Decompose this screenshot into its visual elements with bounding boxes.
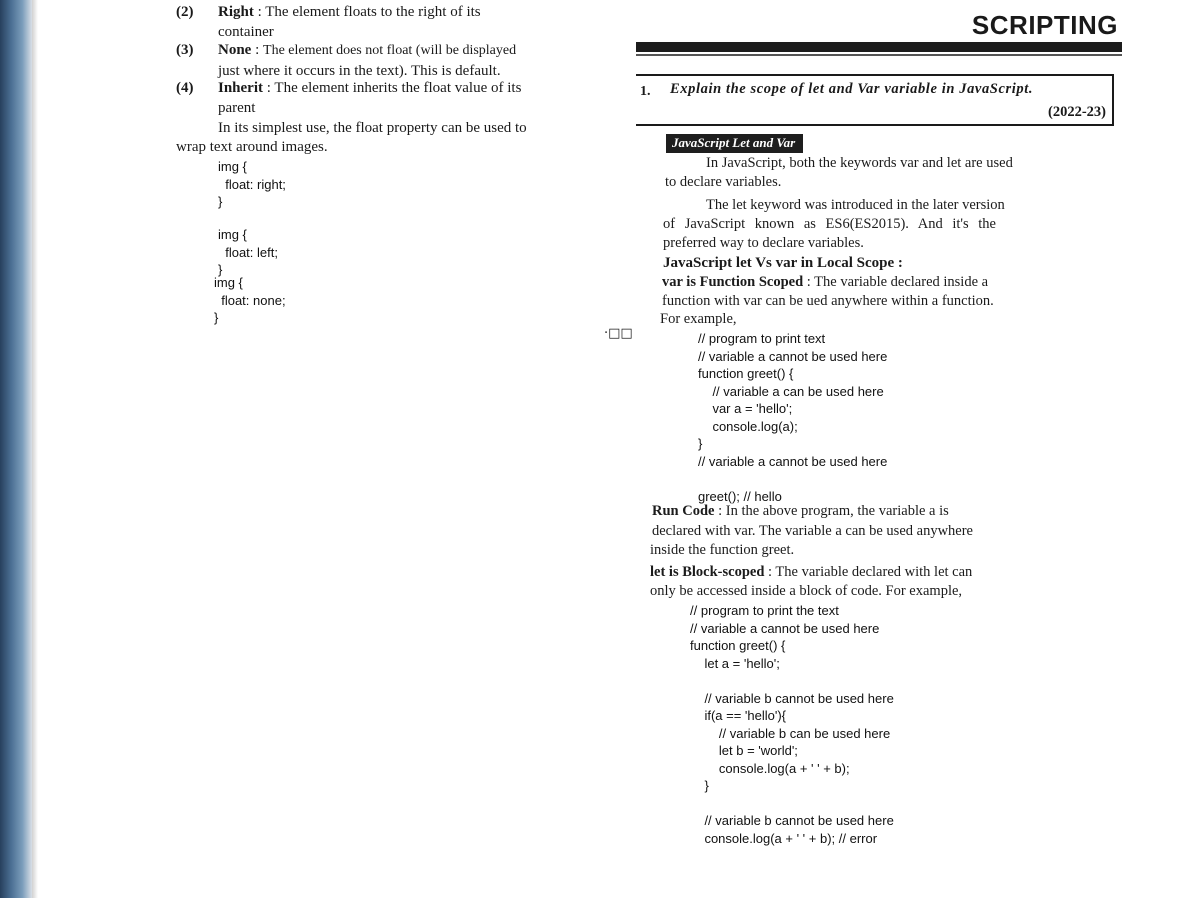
item-term: Right	[218, 4, 254, 20]
item-term: None	[218, 42, 252, 58]
question-number: 1.	[640, 84, 651, 99]
item-text: The element floats to the right of its	[265, 4, 481, 20]
let-scope-line1: let is Block-scoped : The variable declared with let can	[650, 564, 973, 580]
item-number: (2)	[176, 4, 194, 20]
intro-line2: to declare variables.	[665, 174, 782, 190]
item-term: Inherit	[218, 80, 263, 96]
item-text: The element inherits the float value of its	[274, 80, 522, 96]
simple-use-line2: wrap text around images.	[176, 139, 328, 155]
float-option-inherit: (4) Inherit : The element inherits the float value of its parent	[176, 78, 636, 118]
item-text-cont: container	[218, 24, 274, 40]
code-let-example: // program to print the text // variable a cannot be used here function greet() { let a = 'hello'; // variable b cannot be used here if(a == 'hello'){ // variable b can be used here let b = 'world'; console.log(a + ' ' + b); } // variable b cannot be used here console.log(a + ' ' + b); // error	[690, 603, 894, 846]
item-text: The element does not float (will be displayed	[263, 43, 517, 58]
section-tag: JavaScript Let and Var	[666, 134, 803, 153]
question-text: Explain the scope of let and Var variable in JavaScript.	[670, 81, 1034, 97]
code-float-right: img { float: right; }	[218, 159, 286, 209]
run-code-line1: Run Code : In the above program, the variable a is	[652, 503, 949, 519]
var-scope-line2: function with var can be ued anywhere within a function.	[662, 293, 994, 309]
code-float-none: img { float: none; }	[214, 275, 286, 325]
var-scope-line1: var is Function Scoped : The variable declared inside a	[662, 274, 989, 290]
float-option-right: (2) Right : The element floats to the right of its container	[176, 2, 636, 42]
chapter-title: SCRIPTING	[971, 10, 1118, 40]
es6-line2: of JavaScript known as ES6(ES2015). And it's the	[663, 216, 996, 232]
header-rule	[636, 42, 1122, 52]
float-option-none: (3) None : The element does not float (will be displayed just where it occurs in the text). This is default.	[176, 40, 636, 81]
run-code-line3: inside the function greet.	[650, 542, 795, 558]
item-number: (4)	[176, 80, 194, 96]
header-rule-thin	[636, 54, 1122, 56]
es6-line3: preferred way to declare variables.	[663, 235, 864, 251]
item-number: (3)	[176, 42, 194, 58]
item-text-cont: parent	[218, 100, 256, 116]
intro-line1: In JavaScript, both the keywords var and let are used	[706, 155, 1013, 171]
box-mark: ·□□	[604, 326, 633, 341]
var-scope-line3: For example,	[660, 311, 737, 327]
run-code-line2: declared with var. The variable a can be used anywhere	[652, 523, 973, 539]
let-scope-line2: only be accessed inside a block of code. For example,	[650, 583, 963, 599]
code-float-left: img { float: left; }	[218, 227, 278, 277]
es6-line1: The let keyword was introduced in the later version	[706, 197, 1005, 213]
question-year: (2022-23)	[1048, 104, 1106, 120]
item-text-cont: just where it occurs in the text). This is default.	[218, 63, 501, 79]
local-scope-heading: JavaScript let Vs var in Local Scope :	[663, 255, 903, 271]
simple-use-line1: In its simplest use, the float property can be used to	[218, 120, 527, 136]
page-binding-edge	[0, 0, 32, 898]
code-var-example: // program to print text // variable a cannot be used here function greet() { // variable a can be used here var a = 'hello'; console.log(a); } // variable a cannot be used here greet(); // hello	[698, 331, 888, 504]
